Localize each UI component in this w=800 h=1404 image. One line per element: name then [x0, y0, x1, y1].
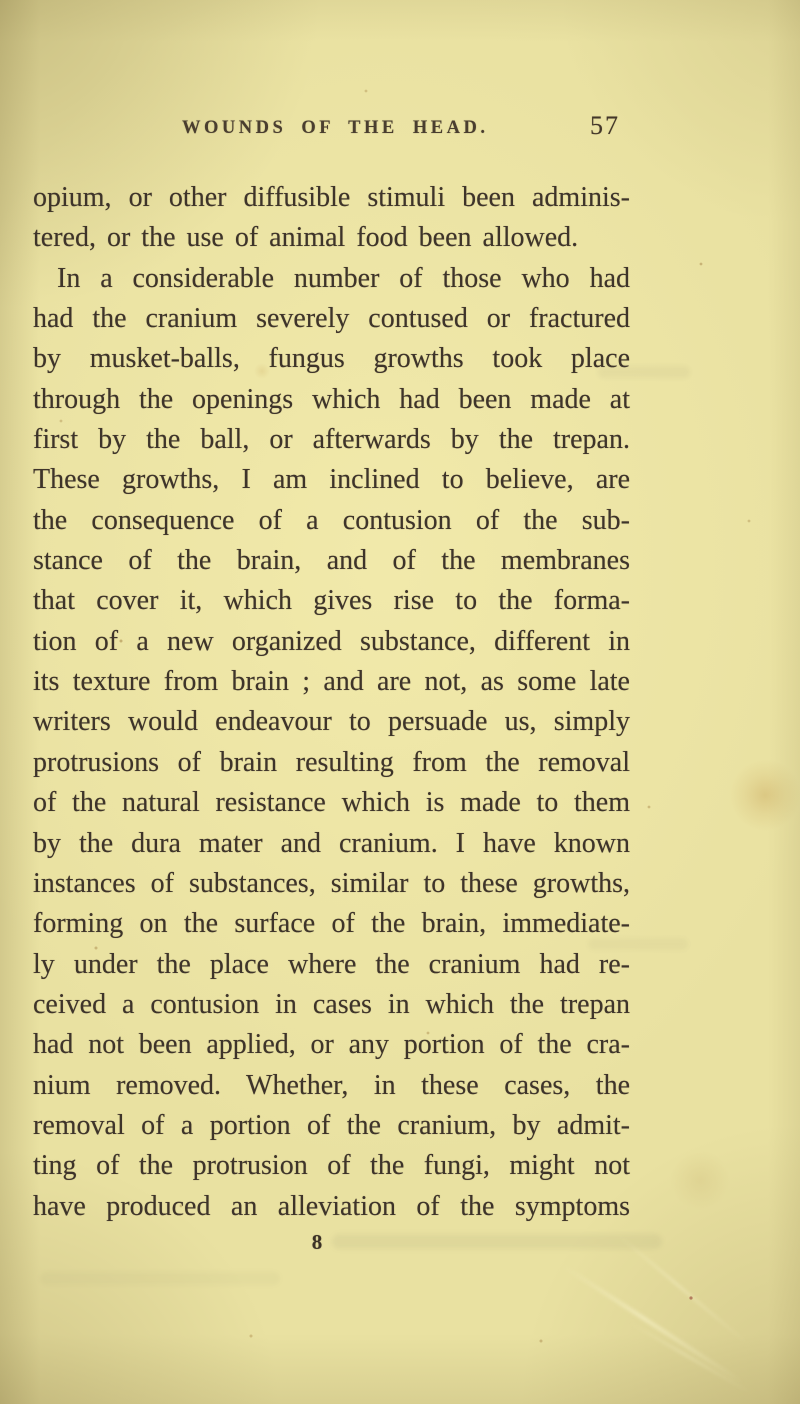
body-line: nium removed. Whether, in these cases, the	[33, 1069, 630, 1101]
body-line: forming on the surface of the brain, immediate-	[33, 908, 630, 940]
body-line: In a considerable number of those who had	[57, 262, 630, 294]
body-line: have produced an alleviation of the symptoms	[33, 1190, 630, 1222]
bleed-through-smudge	[598, 366, 690, 378]
body-line: opium, or other diffusible stimuli been adminis-	[33, 182, 630, 213]
running-header: WOUNDS OF THE HEAD.	[182, 118, 489, 138]
body-line: protrusions of brain resulting from the removal	[33, 746, 630, 778]
body-line: had not been applied, or any portion of the cra-	[33, 1029, 630, 1061]
body-line: first by the ball, or afterwards by the trepan.	[33, 424, 630, 456]
body-line: its texture from brain ; and are not, as some late	[33, 666, 630, 698]
body-line: ceived a contusion in cases in which the trepan	[33, 988, 630, 1020]
page-body-text	[33, 178, 630, 1227]
body-line: instances of substances, similar to these growths,	[33, 867, 630, 899]
body-line: removal of a portion of the cranium, by admit-	[33, 1109, 630, 1141]
body-line: tion of a new organized substance, different in	[33, 625, 630, 657]
body-line: ting of the protrusion of the fungi, might not	[33, 1150, 630, 1182]
body-line: stance of the brain, and of the membranes	[33, 545, 630, 577]
body-line: the consequence of a contusion of the sub-	[33, 504, 630, 536]
body-line: These growths, I am inclined to believe, are	[33, 464, 630, 496]
page-number: 57	[590, 111, 620, 140]
body-line: that cover it, which gives rise to the forma-	[33, 585, 630, 617]
signature-mark: 8	[311, 1230, 323, 1254]
body-line: writers would endeavour to persuade us, simply	[33, 706, 630, 738]
body-line: by the dura mater and cranium. I have known	[33, 827, 630, 859]
body-line: by musket-balls, fungus growths took place	[33, 343, 630, 375]
bleed-through-smudge	[588, 938, 688, 950]
body-line: had the cranium severely contused or fractured	[33, 303, 630, 335]
body-line: tered, or the use of animal food been allowed.	[33, 222, 579, 254]
body-line: ly under the place where the cranium had re-	[33, 948, 630, 980]
body-line: through the openings which had been made at	[33, 383, 630, 415]
paper-crease	[561, 1264, 743, 1384]
bleed-through-smudge	[332, 1234, 662, 1249]
bleed-through-smudge	[40, 1272, 280, 1285]
body-line: of the natural resistance which is made to them	[33, 787, 630, 819]
